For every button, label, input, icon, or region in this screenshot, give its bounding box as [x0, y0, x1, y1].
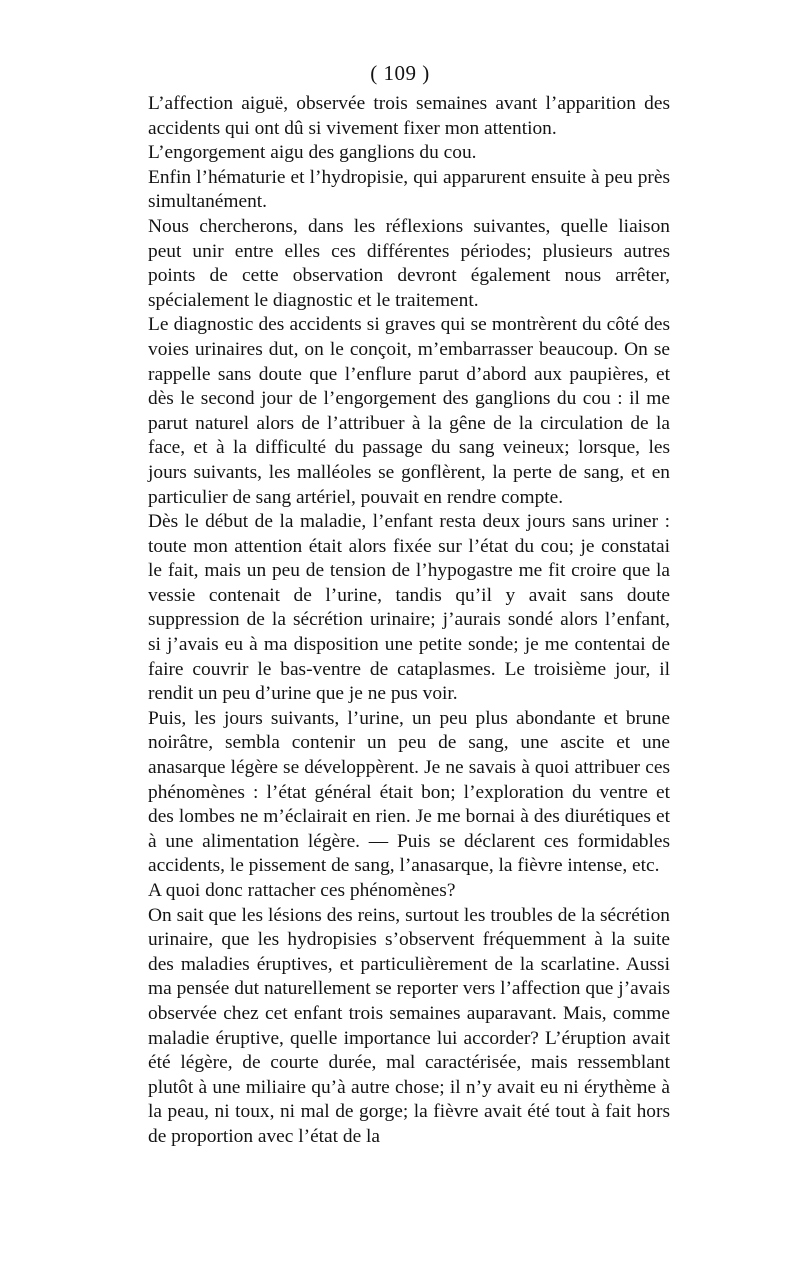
paragraph: Le diagnostic des accidents si graves qui se montrèrent du côté des voies urinaires dut, on le conçoit, m’embarrasser beaucoup. On se rappelle sans doute que l’enflure parut d’abord aux paupières, et dès le second jour de l’engorgement des ganglions du cou : il me parut naturel alors de l’attribuer à la gêne de la circulation de la face, et à la difficulté du passage du sang veineux; lorsque, les jours suivants, les malléoles se gonflèrent, la perte de sang, et en particulier de sang artériel, pouvait en rendre compte.	[148, 314, 670, 508]
paragraph: Enfin l’hématurie et l’hydropisie, qui apparurent ensuite à peu près simultanément.	[148, 166, 670, 213]
body-text	[148, 92, 670, 1150]
paragraph: L’engorgement aigu des ganglions du cou.	[148, 142, 477, 164]
page-number: ( 109 )	[370, 61, 430, 85]
paragraph: L’affection aiguë, observée trois semaines avant l’apparition des accidents qui ont dû si vivement fixer mon attention.	[148, 93, 670, 139]
paragraph: On sait que les lésions des reins, surtout les troubles de la sécrétion urinaire, que les hydropisies s’observent fréquemment à la suite des maladies éruptives, et particulièrement de la scarlatine. Aussi ma pensée dut naturellement se reporter vers l’affection que j’avais observée chez cet enfant trois semaines auparavant. Mais, comme maladie éruptive, quelle importance lui accorder? L’éruption avait été légère, de courte durée, mal caractérisée, mais ressemblant plutôt à une miliaire qu’à autre chose; il n’y avait eu ni érythème à la peau, ni toux, ni mal de gorge; la fièvre avait été tout à fait hors de proportion avec l’état de la	[148, 904, 670, 1147]
paragraph: Nous chercherons, dans les réflexions suivantes, quelle liaison peut unir entre elles ces différentes périodes; plusieurs autres points de cette observation devront également nous arrêter, spécialement le diagnostic et le traitement.	[148, 215, 670, 311]
paragraph: Dès le début de la maladie, l’enfant resta deux jours sans uriner : toute mon attention était alors fixée sur l’état du cou; je constatai le fait, mais un peu de tension de l’hypogastre me fit croire que la vessie contenait de l’urine, tandis qu’il y avait sans doute suppression de la sécrétion urinaire; j’aurais sondé alors l’enfant, si j’avais eu à ma disposition une petite sonde; je me contentai de faire couvrir le bas-ventre de cataplasmes. Le troisième jour, il rendit un peu d’urine que je ne pus voir.	[148, 511, 670, 705]
paragraph: Puis, les jours suivants, l’urine, un peu plus abondante et brune noirâtre, sembla contenir un peu de sang, une ascite et une anasarque légère se développèrent. Je ne savais à quoi attribuer ces phénomènes : l’état général était bon; l’exploration du ventre et des lombes ne m’éclairait en rien. Je me bornai à des diurétiques et à une alimentation légère. — Puis se déclarent ces formidables accidents, le pissement de sang, l’anasarque, la fièvre intense, etc.	[148, 707, 670, 877]
paragraph: A quoi donc rattacher ces phénomènes?	[148, 880, 456, 901]
